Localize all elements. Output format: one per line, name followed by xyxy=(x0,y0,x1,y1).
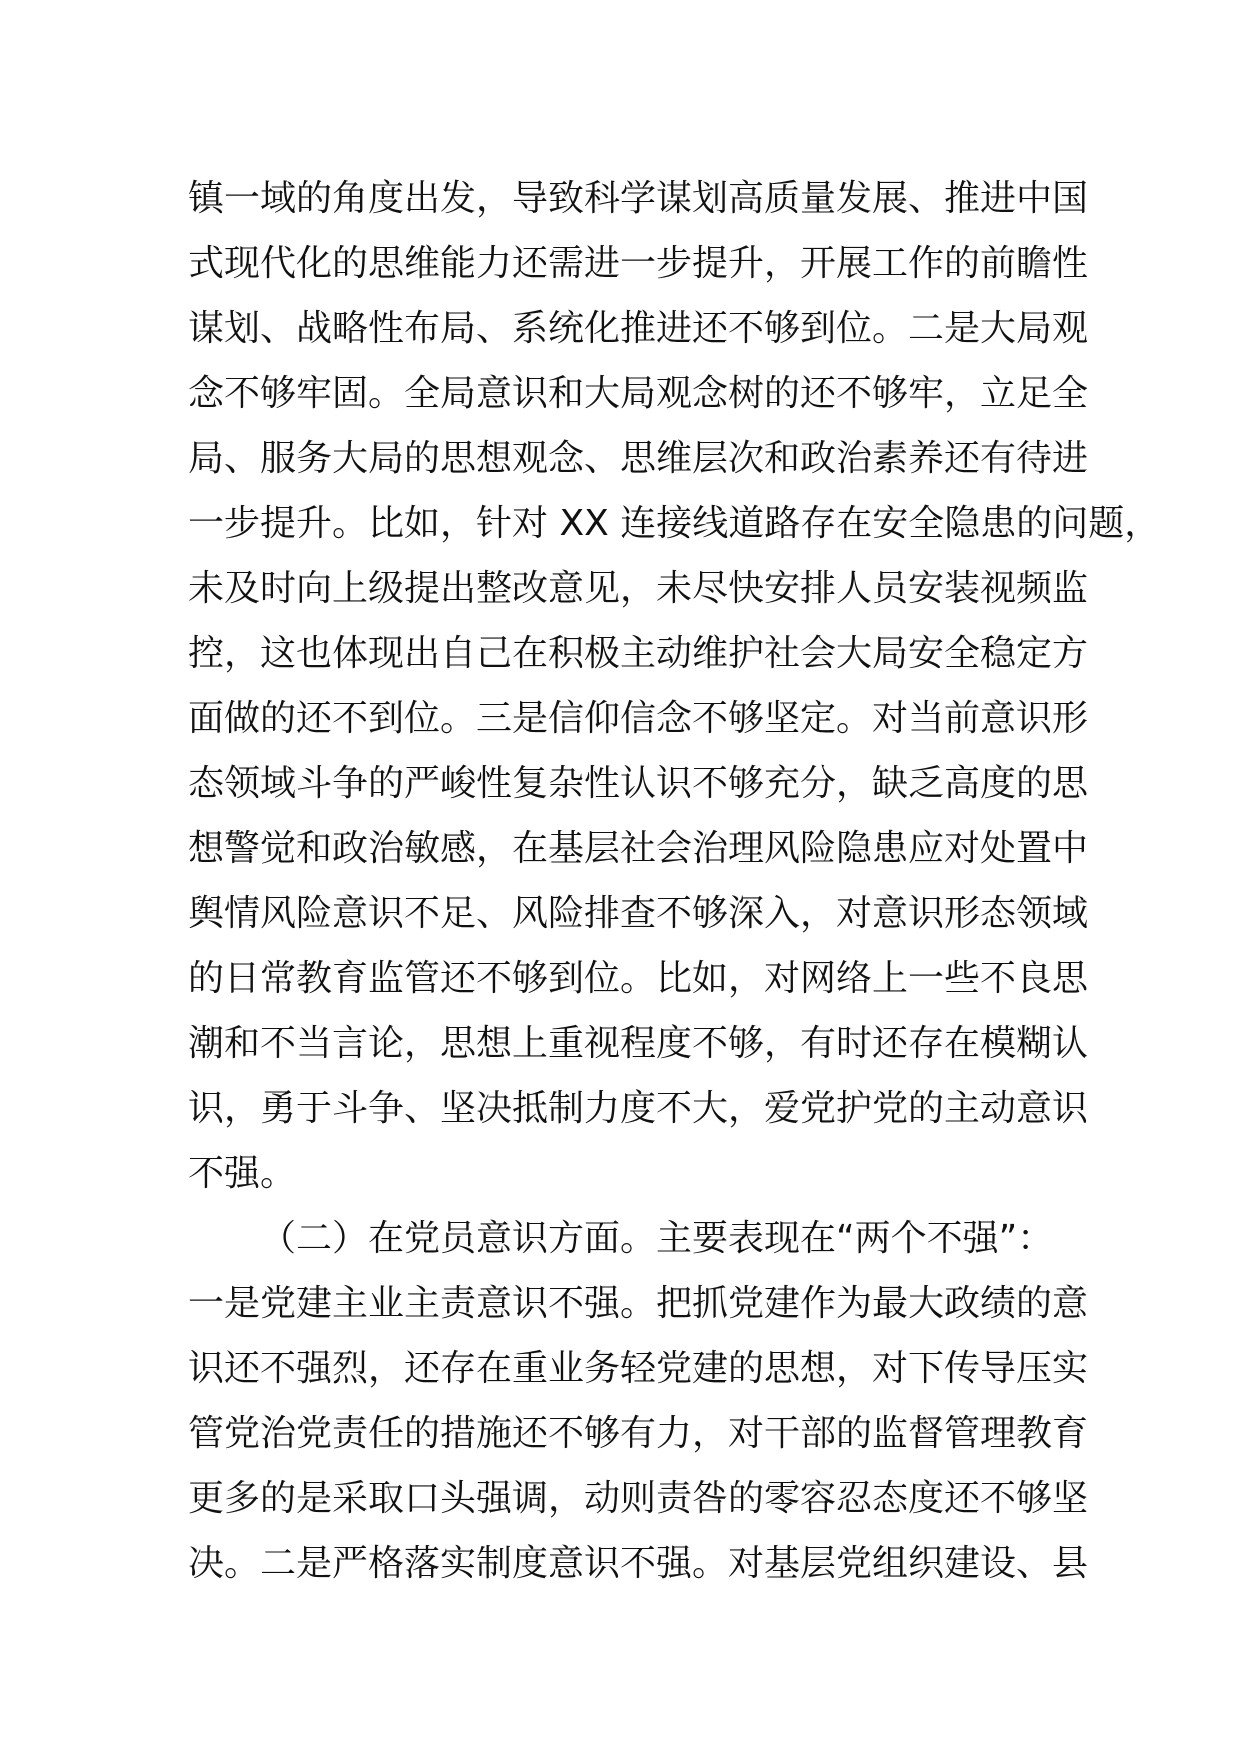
text-line: 未及时向上级提出整改意见，未尽快安排人员安装视频监 xyxy=(188,568,1089,609)
text-line: 决。二是严格落实制度意识不强。对基层党组织建设、县 xyxy=(188,1543,1089,1584)
text-line: 态领域斗争的严峻性复杂性认识不够充分，缺乏高度的思 xyxy=(188,763,1089,804)
text-line: 局、服务大局的思想观念、思维层次和政治素养还有待进 xyxy=(188,438,1089,479)
text-line: 控，这也体现出自己在积极主动维护社会大局安全稳定方 xyxy=(188,633,1089,674)
section-heading-line: （二）在党员意识方面。主要表现在“两个不强”： xyxy=(260,1218,1054,1259)
text-line: 镇一域的角度出发，导致科学谋划高质量发展、推进中国 xyxy=(188,178,1089,219)
text-line: 识，勇于斗争、坚决抵制力度不大，爱党护党的主动意识 xyxy=(188,1088,1089,1129)
text-line: 谋划、战略性布局、系统化推进还不够到位。二是大局观 xyxy=(188,308,1089,349)
text-line: 识还不强烈，还存在重业务轻党建的思想，对下传导压实 xyxy=(188,1348,1089,1389)
text-line: 一步提升。比如，针对 XX 连接线道路存在安全隐患的问题， xyxy=(188,503,1161,544)
text-line: 更多的是采取口头强调，动则责咎的零容忍态度还不够坚 xyxy=(188,1478,1089,1519)
text-line: 一是党建主业主责意识不强。把抓党建作为最大政绩的意 xyxy=(188,1283,1089,1324)
text-line: 的日常教育监管还不够到位。比如，对网络上一些不良思 xyxy=(188,958,1089,999)
text-line: 舆情风险意识不足、风险排查不够深入，对意识形态领域 xyxy=(188,893,1089,934)
text-line: 不强。 xyxy=(188,1153,297,1194)
text-line: 念不够牢固。全局意识和大局观念树的还不够牢，立足全 xyxy=(188,373,1089,414)
text-line: 式现代化的思维能力还需进一步提升，开展工作的前瞻性 xyxy=(188,243,1089,284)
text-line: 管党治党责任的措施还不够有力，对干部的监督管理教育 xyxy=(188,1413,1089,1454)
text-line: 潮和不当言论，思想上重视程度不够，有时还存在模糊认 xyxy=(188,1023,1089,1064)
text-line: 想警觉和政治敏感，在基层社会治理风险隐患应对处置中 xyxy=(188,828,1089,869)
text-line: 面做的还不到位。三是信仰信念不够坚定。对当前意识形 xyxy=(188,698,1089,739)
document-body xyxy=(188,166,1161,1596)
